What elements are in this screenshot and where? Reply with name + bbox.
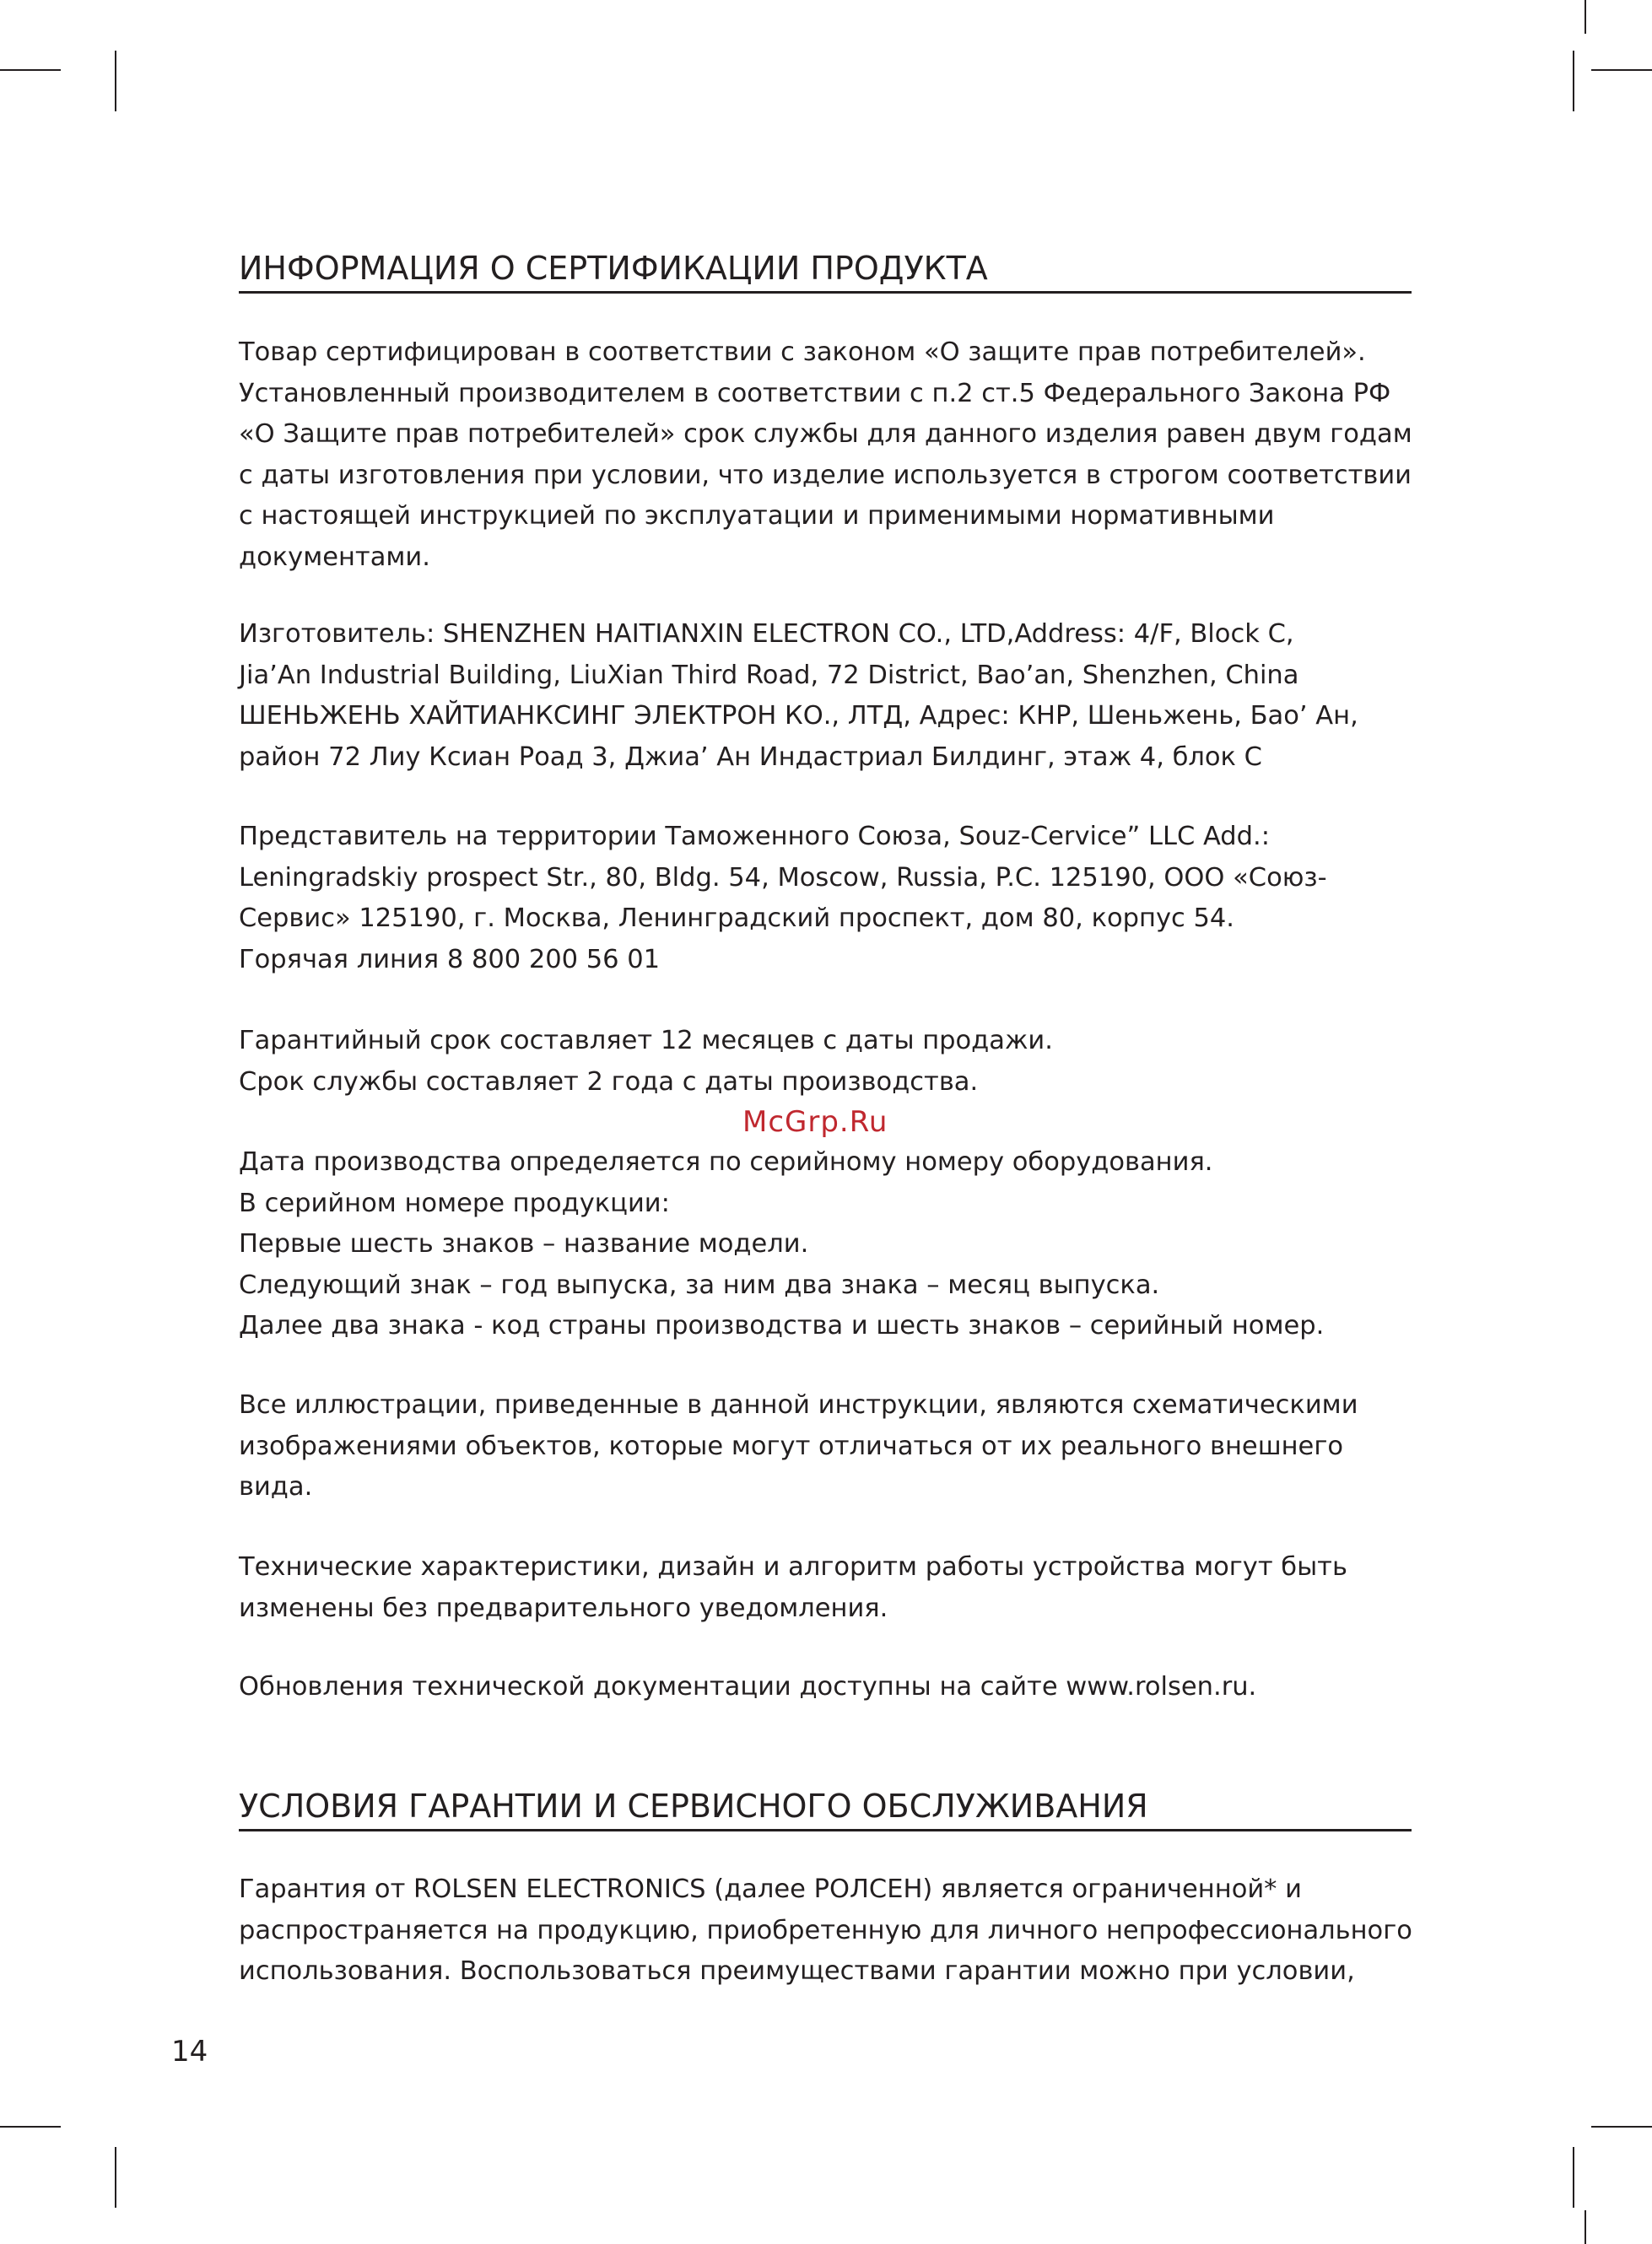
text-line: Срок службы составляет 2 года с даты производства. — [239, 1066, 979, 1097]
text-line: использования. Воспользоваться преимуществами гарантии можно при условии, — [239, 1956, 1355, 1986]
crop-mark — [0, 2126, 61, 2128]
text-line: Все иллюстрации, приведенные в данной инструкции, являются схематическими — [239, 1390, 1358, 1420]
text-line: с настоящей инструкцией по эксплуатации и применимыми нормативными — [239, 501, 1275, 531]
crop-mark — [115, 51, 116, 111]
text-line: Представитель на территории Таможенного Союза, Souz-Cervice” LLC Add.: — [239, 822, 1270, 851]
warranty-period-paragraph — [239, 1021, 1420, 1103]
text-line: Дата производства определяется по серийному номеру оборудования. — [239, 1147, 1213, 1177]
text-line: район 72 Лиу Ксиан Роад 3, Джиа’ Ан Индастриал Билдинг, этаж 4, блок С — [239, 742, 1262, 772]
certification-paragraph-1 — [239, 332, 1420, 578]
text-line: с даты изготовления при условии, что изделие используется в строгом соответствии — [239, 460, 1412, 490]
text-line: Технические характеристики, дизайн и алгоритм работы устройства могут быть — [239, 1552, 1347, 1582]
warranty-heading: УСЛОВИЯ ГАРАНТИИ И СЕРВИСНОГО ОБСЛУЖИВАНИЯ — [239, 1785, 1412, 1831]
warranty-paragraph — [239, 1869, 1420, 1993]
text-line: распространяется на продукцию, приобретенную для личного непрофессионального — [239, 1915, 1412, 1945]
text-line: документами. — [239, 542, 430, 572]
text-line: Jia’An Industrial Building, LiuXian Third Road, 72 District, Bao’an, Shenzhen, China — [239, 660, 1299, 690]
crop-mark — [1585, 0, 1586, 34]
crop-mark — [1573, 51, 1574, 111]
crop-mark — [115, 2147, 116, 2208]
text-line: Гарантийный срок составляет 12 месяцев с даты продажи. — [239, 1026, 1053, 1055]
text-line: Товар сертифицирован в соответствии с законом «О защите прав потребителей». — [239, 337, 1366, 367]
text-line: Первые шесть знаков – название модели. — [239, 1229, 809, 1259]
crop-mark — [1585, 2210, 1586, 2244]
text-line: изменены без предварительного уведомления. — [239, 1593, 888, 1623]
text-line: Далее два знака - код страны производства и шесть знаков – серийный номер. — [239, 1311, 1325, 1340]
crop-mark — [1573, 2147, 1574, 2208]
text-line: ШЕНЬЖЕНЬ ХАЙТИАНКСИНГ ЭЛЕКТРОН КО., ЛТД, Адрес: КНР, Шеньжень, Бао’ Ан, — [239, 701, 1358, 731]
text-line: В серийном номере продукции: — [239, 1188, 670, 1218]
text-line: Следующий знак – год выпуска, за ним два знака – месяц выпуска. — [239, 1270, 1160, 1300]
crop-mark — [0, 69, 61, 71]
text-line: Изготовитель: SHENZHEN HAITIANXIN ELECTRON CO., LTD,Address: 4/F, Block C, — [239, 619, 1294, 649]
crop-mark — [1591, 69, 1652, 71]
text-line: вида. — [239, 1472, 313, 1502]
text-line: Сервис» 125190, г. Москва, Ленинградский проспект, дом 80, корпус 54. — [239, 904, 1234, 933]
representative-paragraph — [239, 817, 1420, 980]
updates-paragraph — [239, 1667, 1420, 1708]
text-line: «О Защите прав потребителей» срок службы для данного изделия равен двум годам — [239, 419, 1412, 449]
specifications-paragraph — [239, 1547, 1420, 1629]
watermark: McGrp.Ru — [742, 1105, 888, 1139]
serial-number-paragraph — [239, 1142, 1420, 1347]
text-line: Горячая линия 8 800 200 56 01 — [239, 944, 661, 974]
certification-heading: ИНФОРМАЦИЯ О СЕРТИФИКАЦИИ ПРОДУКТА — [239, 247, 1412, 294]
text-line: Leningradskiy prospect Str., 80, Bldg. 54, Moscow, Russia, P.C. 125190, ООО «Союз- — [239, 862, 1327, 893]
text-line: Установленный производителем в соответствии с п.2 ст.5 Федерального Закона РФ — [239, 378, 1391, 408]
text-line: изображениями объектов, которые могут отличаться от их реального внешнего — [239, 1431, 1343, 1461]
text-line: Обновления технической документации доступны на сайте www.rolsen.ru. — [239, 1672, 1257, 1702]
crop-mark — [1591, 2126, 1652, 2128]
illustrations-paragraph — [239, 1385, 1420, 1508]
text-line: Гарантия от ROLSEN ELECTRONICS (далее РОЛСЕН) является ограниченной* и — [239, 1874, 1302, 1904]
manufacturer-paragraph — [239, 614, 1420, 778]
page-number: 14 — [171, 2035, 208, 2069]
